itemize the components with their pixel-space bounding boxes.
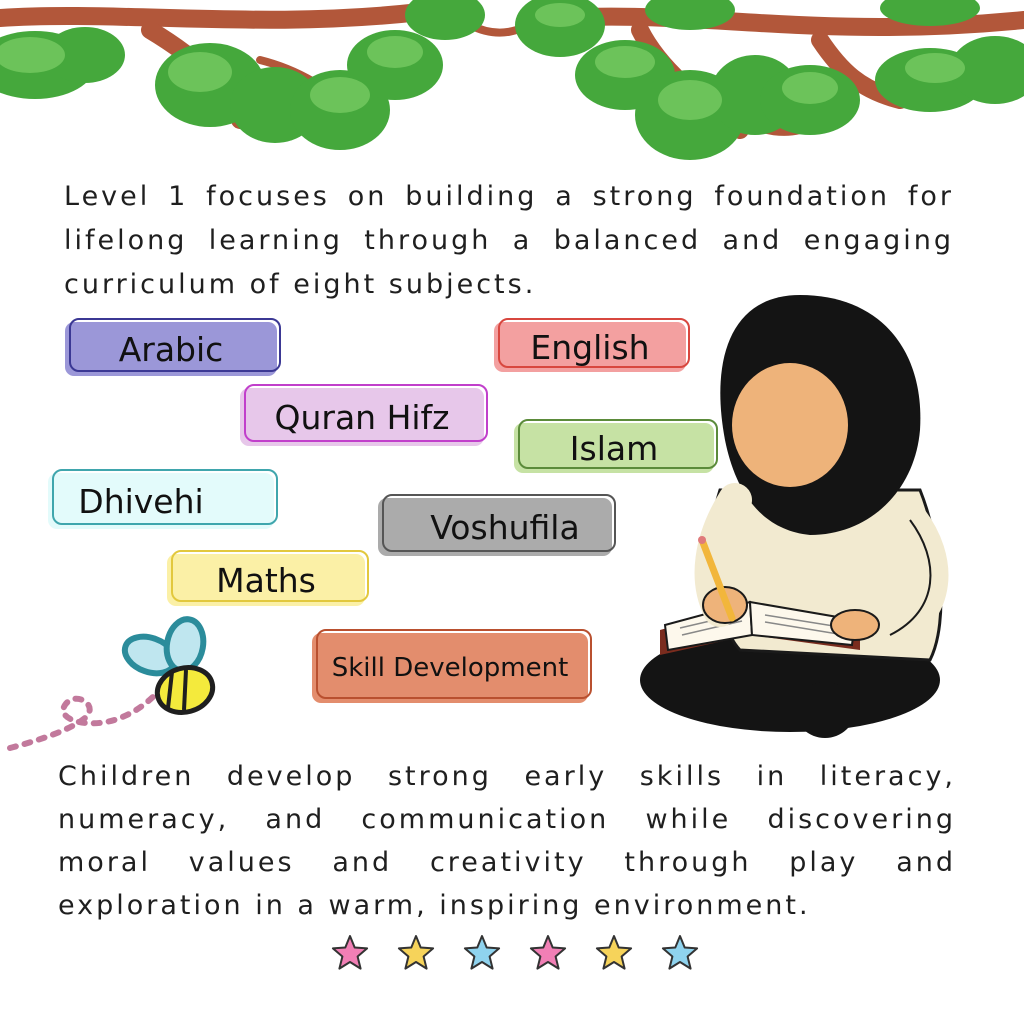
- star-icon: [528, 933, 568, 973]
- subject-label: Islam: [569, 428, 659, 468]
- bee-icon: [0, 610, 230, 760]
- tree-branches-icon: [0, 0, 1024, 175]
- subject-chip-maths: [167, 554, 365, 606]
- closing-paragraph: Children develop strong early skills in literacy, numeracy, and communication while discovering moral values and creativity through play and exploration in a warm, inspiring environment.: [58, 761, 956, 921]
- subject-chip-quran-hifz: [240, 388, 484, 446]
- subject-chip-arabic: [65, 322, 277, 376]
- subject-label: Quran Hifz: [274, 397, 450, 437]
- subject-label: Arabic: [118, 329, 224, 369]
- subject-chip-dhivehi: [48, 473, 274, 529]
- subject-label: English: [530, 327, 650, 367]
- subject-label: Skill Development: [331, 653, 569, 683]
- star-icon: [594, 933, 634, 973]
- stars-row: [330, 933, 700, 978]
- subject-chip-voshufila: [378, 498, 612, 556]
- subject-label: Maths: [216, 560, 316, 600]
- subject-label: Dhivehi: [78, 481, 204, 521]
- subject-chip-skill-development: [312, 633, 588, 703]
- intro-paragraph: Level 1 focuses on building a strong foundation for lifelong learning through a balanced and engaging curriculum of eight subjects.: [64, 181, 954, 300]
- subject-label: Voshufila: [430, 507, 580, 547]
- girl-writing-illustration: [640, 290, 960, 750]
- star-icon: [660, 933, 700, 973]
- star-icon: [462, 933, 502, 973]
- star-icon: [330, 933, 370, 973]
- star-icon: [396, 933, 436, 973]
